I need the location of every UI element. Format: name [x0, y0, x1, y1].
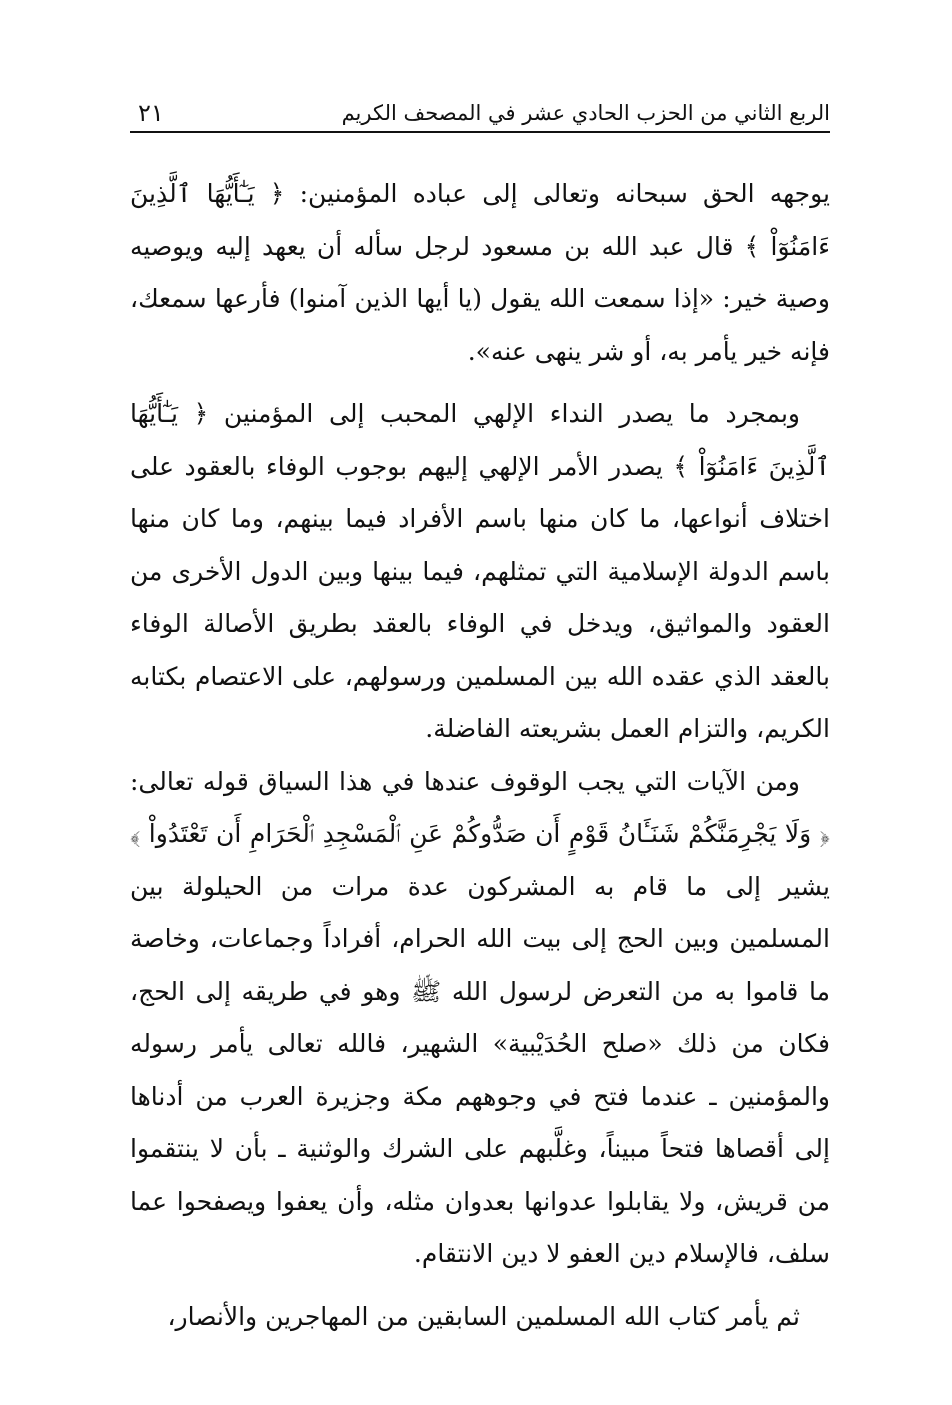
paragraph-3: ومن الآيات التي يجب الوقوف عندها في هذا السياق قوله تعالى: ﴿ وَلَا يَجْرِمَنَّكُمْ شَنَـَٔانُ قَوْمٍ أَن صَدُّوكُمْ عَنِ ٱلْمَسْجِدِ ٱلْحَرَامِ أَن تَعْتَدُواْ ﴾ يشير إلى ما قام به المشركون عدة مرات من الحيلولة بين المسلمين وبين الحج إلى بيت الله الحرام، أفراداً وجماعات، وخاصة ما قاموا به من التعرض لرسول الله ﷺ وهو في طريقه إلى الحج، فكان من ذلك «صلح الحُدَيْبية» الشهير، فالله تعالى يأمر رسوله والمؤمنين ـ عندما فتح في وجوههم مكة وجزيرة العرب من أدناها إلى أقصاها فتحاً مبيناً، وغلَّبهم على الشرك والوثنية ـ بأن لا ينتقموا من قريش، ولا يقابلوا عدوانها بعدوان مثله، وأن يعفوا ويصفحوا عما سلف، فالإسلام دين العفو لا دين الانتقام. — [130, 766, 830, 1268]
body-text — [130, 168, 830, 1343]
running-header — [130, 95, 830, 133]
paragraph-1: يوجهه الحق سبحانه وتعالى إلى عباده المؤمنين: ﴿ يَـٰٓأَيُّهَا ٱلَّذِينَ ءَامَنُوٓاْ ﴾ قال عبد الله بن مسعود لرجل سأله أن يعهد إليه ويوصيه وصية خير: «إذا سمعت الله يقول (يا أيها الذين آمنوا) فأرعها سمعك، فإنه خير يأمر به، أو شر ينهى عنه». — [130, 179, 830, 366]
paragraph-2: وبمجرد ما يصدر النداء الإلهي المحبب إلى المؤمنين ﴿ يَـٰٓأَيُّهَا ٱلَّذِينَ ءَامَنُوٓاْ ﴾ يصدر الأمر الإلهي إليهم بوجوب الوفاء بالعقود على اختلاف أنواعها، ما كان منها باسم الأفراد فيما بينهم، وما كان منها باسم الدولة الإسلامية التي تمثلهم، فيما بينها وبين الدول الأخرى من العقود والمواثيق، ويدخل في الوفاء بالعقد بطريق الأصالة الوفاء بالعقد الذي عقده الله بين المسلمين ورسولهم، على الاعتصام بكتابه الكريم، والتزام العمل بشريعته الفاضلة. — [130, 399, 830, 743]
page-number: ٢١ — [138, 99, 164, 127]
header-title: الربع الثاني من الحزب الحادي عشر في المصحف الكريم — [341, 101, 830, 125]
paragraph-4: ثم يأمر كتاب الله المسلمين السابقين من المهاجرين والأنصار، — [167, 1301, 800, 1331]
